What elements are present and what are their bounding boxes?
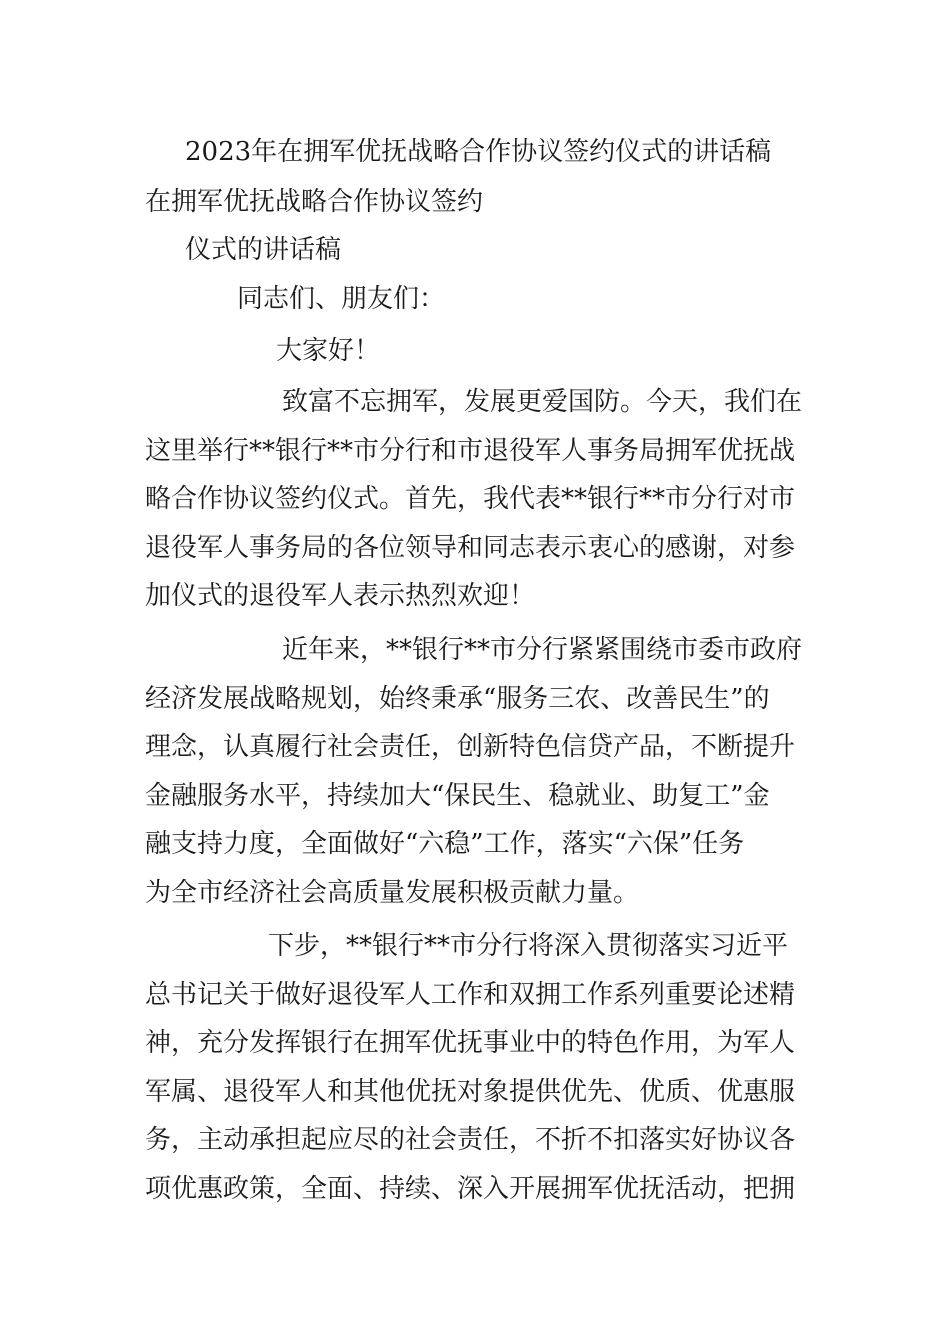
document-subtitle-line1: 在拥军优抚战略合作协议签约 (145, 187, 484, 217)
paragraph-line: 总书记关于做好退役军人工作和双拥工作系列重要论述精 (145, 979, 796, 1010)
salutation: 同志们、朋友们： (237, 284, 446, 314)
document-subtitle-line2: 仪式的讲话稿 (185, 235, 342, 265)
paragraph-recent-years (145, 626, 805, 917)
hello-line: 大家好！ (276, 336, 381, 366)
paragraph-line: 经济发展战略规划，始终秉承“服务三农、改善民生”的 (145, 683, 770, 714)
paragraph-line: 下步，**银行**市分行将深入贯彻落实习近平 (268, 931, 789, 961)
paragraph-line: 融支持力度，全面做好“六稳”工作，落实“六保”任务 (145, 829, 745, 859)
paragraph-line: 为全市经济社会高质量发展积极贡献力量。 (145, 877, 640, 908)
paragraph-line: 金融服务水平，持续加大“保民生、稳就业、助复工”金 (145, 780, 770, 811)
paragraph-line: 略合作协议签约仪式。首先，我代表**银行**市分行对市 (145, 484, 796, 514)
paragraph-line: 近年来，**银行**市分行紧紧围绕市委市政府 (282, 635, 803, 665)
paragraph-opening (145, 378, 805, 621)
paragraph-line: 理念，认真履行社会责任，创新特色信贷产品，不断提升 (145, 732, 796, 762)
paragraph-line: 务，主动承担起应尽的社会责任，不折不扣落实好协议各 (145, 1125, 796, 1155)
paragraph-line: 神，充分发挥银行在拥军优抚事业中的特色作用，为军人 (145, 1028, 796, 1058)
paragraph-line: 致富不忘拥军，发展更爱国防。今天，我们在 (282, 387, 803, 417)
paragraph-line: 加仪式的退役军人表示热烈欢迎！ (145, 581, 536, 611)
paragraph-line: 退役军人事务局的各位领导和同志表示衷心的感谢，对参 (145, 532, 796, 563)
paragraph-next-steps (145, 922, 805, 1213)
paragraph-line: 这里举行**银行**市分行和市退役军人事务局拥军优抚战 (145, 435, 796, 466)
document-title: 2023年在拥军优抚战略合作协议签约仪式的讲话稿 (185, 137, 772, 167)
paragraph-line: 项优惠政策，全面、持续、深入开展拥军优抚活动，把拥 (145, 1173, 796, 1204)
paragraph-line: 军属、退役军人和其他优抚对象提供优先、优质、优惠服 (145, 1076, 796, 1107)
